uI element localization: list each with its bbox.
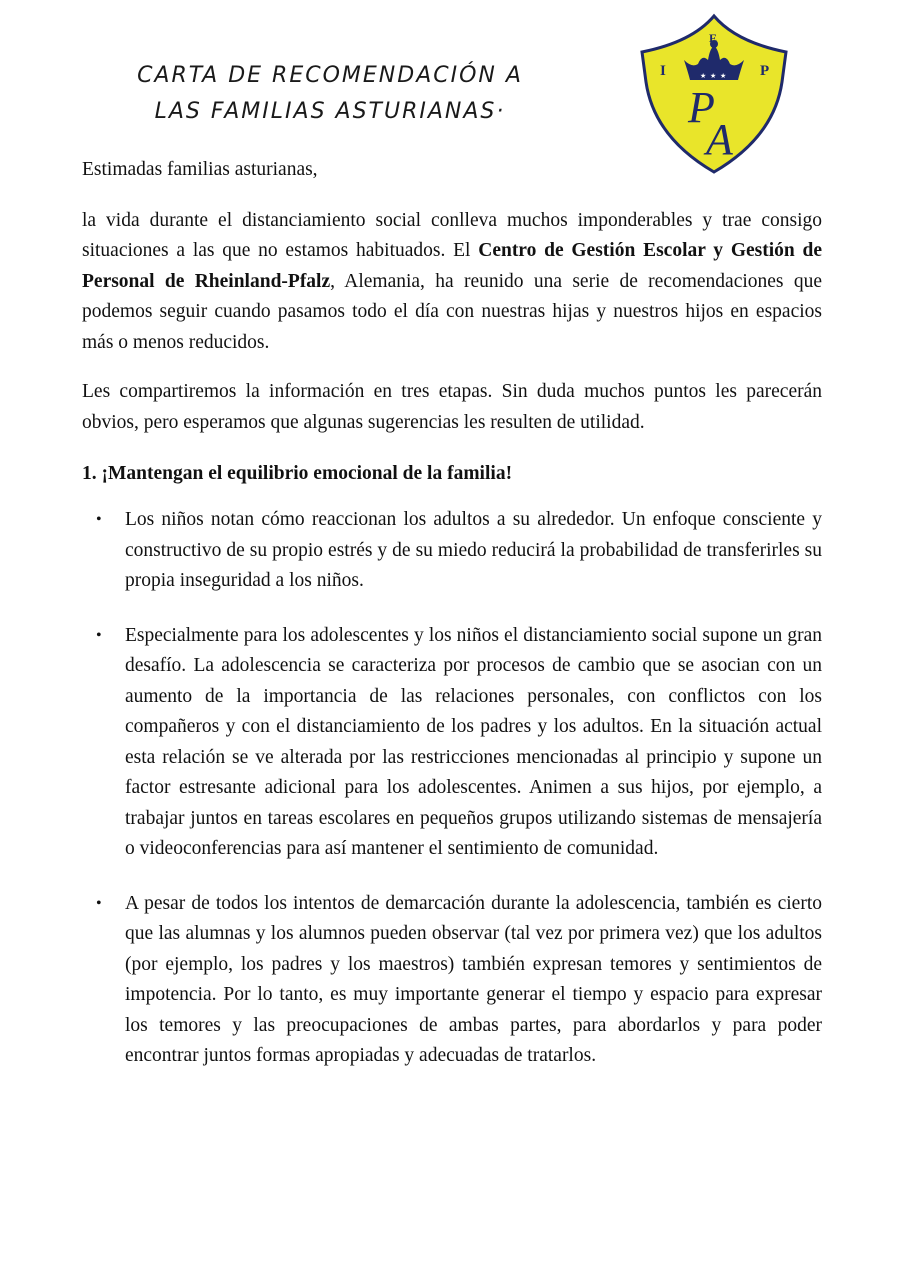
section-heading-1: 1. ¡Mantengan el equilibrio emocional de la familia! (82, 463, 513, 484)
logo-letter-p: P (760, 63, 770, 79)
recommendation-list (82, 505, 822, 1072)
intro-paragraph (82, 206, 822, 359)
list-item-text: Los niños notan cómo reaccionan los adultos a su alrededor. Un enfoque consciente y constructivo de su propio estrés y de su miedo reducirá la probabilidad de transferirles su propia inseguridad a los niños. (125, 509, 822, 591)
school-logo (636, 12, 792, 176)
list-item (82, 621, 822, 865)
document-title (120, 58, 540, 130)
svg-text:★: ★ (700, 72, 707, 80)
svg-text:★: ★ (720, 72, 727, 80)
title-line-2: LAS FAMILIAS ASTURIANAS· (154, 99, 506, 124)
intro-text-start: la vida durante el distanciamiento social conlleva muchos imponderables y trae consigo situaciones a las que no estamos habituados. El (82, 209, 822, 261)
list-item-text: A pesar de todos los intentos de demarcación durante la adolescencia, también es cierto que las alumnas y los alumnos pueden observar (tal vez por primera vez) que los adultos (por ejemplo, los padres y los maestros) también expresan temores y sentimientos de impotencia. Por lo tanto, es muy importante generar el tiempo y espacio para expresar los temores y las preocupaciones de ambas partes, para abordarlos y para poder encontrar juntos formas apropiadas y adecuadas de tratarlos. (125, 892, 822, 1066)
logo-letter-e: E (709, 31, 718, 45)
list-item (82, 505, 822, 597)
school-crest-shield-icon (636, 12, 792, 176)
stages-paragraph: Les compartiremos la información en tres etapas. Sin duda muchos puntos les parecerán obvios, pero esperamos que algunas sugerencias les resulten de utilidad. (82, 381, 822, 433)
logo-letter-i: I (660, 63, 666, 79)
bullet-icon: • (96, 626, 102, 644)
organization-name: Centro de Gestión Escolar y Gestión de Personal de Rheinland-Pfalz (82, 240, 822, 292)
title-line-1: CARTA DE RECOMENDACIÓN A (137, 63, 523, 88)
bullet-icon: • (96, 894, 102, 912)
list-item-text: Especialmente para los adolescentes y los niños el distanciamiento social supone un gran desafío. La adolescencia se caracteriza por procesos de cambio que se asocian con un aumento de la importancia de las relaciones personales, con conflictos con los compañeros y con el distanciamiento de los padres y los adultos. En la situación actual esta relación se ve alterada por las restricciones mencionadas al principio y supone un factor estresante adicional para los adolescentes. Animen a sus hijos, por ejemplo, a trabajar juntos en tareas escolares en pequeños grupos utilizando sistemas de mensajería o videoconferencias para así mantener el sentimiento de comunidad. (125, 624, 822, 859)
logo-monogram-a: A (706, 115, 733, 164)
logo-monogram-p: P (688, 83, 715, 132)
list-item (82, 889, 822, 1072)
letter-body (82, 155, 822, 1096)
intro-text-end: , Alemania, ha reunido una serie de recomendaciones que podemos seguir cuando pasamos todo el día con nuestras hijas y nuestros hijos en espacios más o menos reducidos. (82, 270, 822, 353)
salutation: Estimadas familias asturianas, (82, 159, 318, 180)
bullet-icon: • (96, 511, 102, 528)
svg-text:★: ★ (710, 72, 717, 80)
